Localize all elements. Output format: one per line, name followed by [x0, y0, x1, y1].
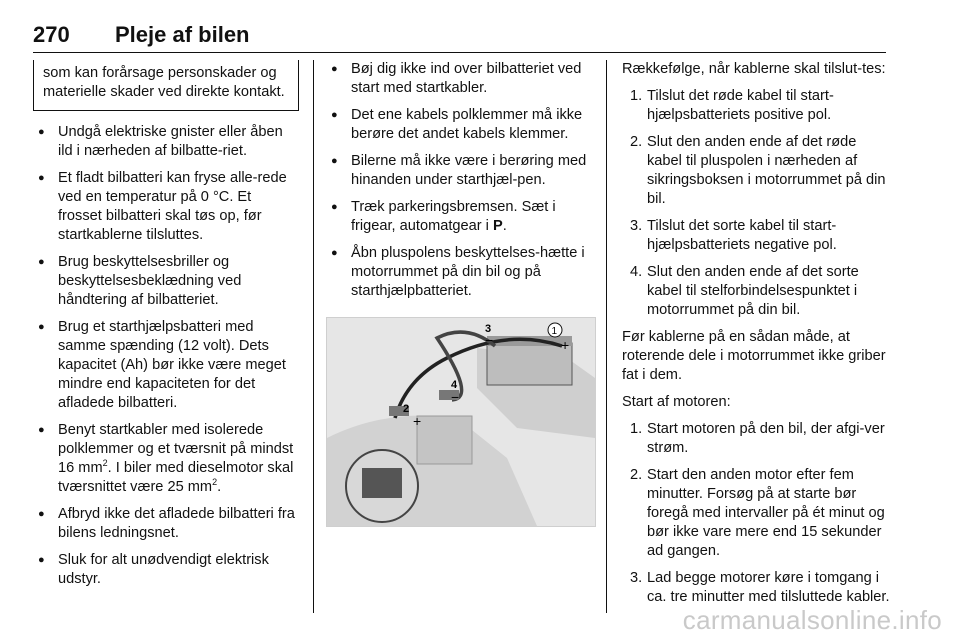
fuse-box — [417, 416, 472, 464]
warning-text: som kan forårsage personskader og materielle skader ved direkte kontakt. — [43, 65, 285, 100]
cable-text-a: Benyt startkabler med isolerede polklemmer og et tværsnit på mindst 16 mm — [58, 422, 294, 476]
page-number: 270 — [33, 22, 70, 47]
section-title: Pleje af bilen — [115, 22, 250, 47]
park-text-a: Træk parkeringsbremsen. Sæt i frigear, automatgear i — [351, 199, 556, 234]
precaution-list — [33, 123, 299, 589]
list-item — [622, 466, 890, 561]
list-item — [622, 569, 890, 607]
step-text: Slut den anden ende af det røde kabel til pluspolen i nærheden af sikringsboksen i motorrummet på din bil. — [647, 134, 886, 207]
plus-sign: + — [561, 337, 570, 353]
list-item — [622, 87, 890, 125]
step-number: 1. — [630, 421, 643, 437]
park-text-b: . — [502, 218, 507, 234]
list-item: ● Bilerne må ikke være i berøring med hinanden under starthjæl-pen. — [326, 152, 594, 190]
callout-1: 1 — [551, 326, 558, 337]
page-header — [33, 22, 886, 53]
column-1 — [33, 60, 299, 597]
step-number: 2. — [630, 467, 643, 483]
step-number: 1. — [630, 88, 643, 104]
list-item: ● Bøj dig ikke ind over bilbatteriet ved start med startkabler. — [326, 60, 594, 98]
watermark: carmanualsonline.info — [682, 605, 942, 635]
step-text: Slut den anden ende af det sorte kabel til stelforbindelsespunktet i motorrummet på din bil. — [647, 264, 859, 318]
list-item — [622, 217, 890, 255]
routing-note: Før kablerne på en sådan måde, at roterende dele i motorrummet ikke griber fat i dem. — [622, 329, 886, 383]
step-text: Start motoren på den bil, der afgi-ver strøm. — [647, 421, 885, 456]
warning-box — [33, 60, 299, 111]
minus-sign: − — [451, 389, 460, 405]
step-number: 3. — [630, 218, 643, 234]
minus-sign: − — [485, 332, 494, 348]
connection-steps — [622, 87, 890, 320]
list-item-parking — [326, 198, 594, 236]
callout-4: 4 — [451, 379, 458, 391]
column-divider — [606, 60, 607, 613]
list-item: ● Et fladt bilbatteri kan fryse alle-rede ved en temperatur på 0 °C. Et frosset bilbatteri skal tøs op, før startkablerne tilsluttes. — [33, 169, 299, 245]
list-item: ● Undgå elektriske gnister eller åben ild i nærheden af bilbatte-riet. — [33, 123, 299, 161]
jump-start-illustration — [326, 317, 596, 527]
list-item: ● Brug et starthjælpsbatteri med samme spænding (12 volt). Dets kapacitet (Ah) bør ikke være meget mindre end kapaciteten for det afladede bilbatteri. — [33, 318, 299, 413]
cable-text-c: . — [217, 479, 222, 495]
sequence-intro: Rækkefølge, når kablerne skal tilslut-tes: — [622, 61, 886, 77]
step-text: Tilslut det sorte kabel til start-hjælpsbatteriets negative pol. — [647, 218, 837, 253]
column-2 — [326, 60, 594, 527]
plus-sign: + — [413, 413, 422, 429]
superscript: 2 — [102, 458, 108, 469]
precaution-list-2 — [326, 60, 594, 301]
step-text: Start den anden motor efter fem minutter. Forsøg på at starte bør foregå med intervaller på ét minut og bør ikke vare mere end 15 sekunder ad gangen. — [647, 467, 885, 559]
step-number: 2. — [630, 134, 643, 150]
start-heading: Start af motoren: — [622, 394, 731, 410]
list-item: ● Brug beskyttelsesbriller og beskyttelsesbeklædning ved håndtering af bilbatteriet. — [33, 253, 299, 310]
cable-text-b: . I biler med dieselmotor skal tværsnittet være 25 mm — [58, 460, 294, 495]
gear-letter: P — [492, 218, 503, 234]
list-item — [622, 420, 890, 458]
column-divider — [313, 60, 314, 613]
list-item — [622, 263, 890, 320]
list-item: ● Afbryd ikke det afladede bilbatteri fra bilens ledningsnet. — [33, 505, 299, 543]
list-item: ● Sluk for alt unødvendigt elektrisk udstyr. — [33, 551, 299, 589]
column-3 — [622, 60, 890, 615]
step-number: 4. — [630, 264, 643, 280]
donor-battery — [487, 343, 572, 385]
list-item: ● Åbn pluspolens beskyttelses-hætte i motorrummet på din bil og på starthjælpbatteriet. — [326, 244, 594, 301]
callout-3: 3 — [485, 323, 492, 335]
superscript: 2 — [212, 477, 218, 488]
step-number: 3. — [630, 570, 643, 586]
callout-2: 2 — [403, 403, 410, 415]
list-item — [622, 133, 890, 209]
step-text: Tilslut det røde kabel til start-hjælpsbatteriets positive pol. — [647, 88, 834, 123]
list-item-cables — [33, 421, 299, 497]
list-item: ● Det ene kabels polklemmer må ikke berøre det andet kabels klemmer. — [326, 106, 594, 144]
inset-terminal-cover — [362, 468, 402, 498]
step-text: Lad begge motorer køre i tomgang i ca. tre minutter med tilsluttede kabler. — [647, 570, 890, 605]
start-steps — [622, 420, 890, 607]
